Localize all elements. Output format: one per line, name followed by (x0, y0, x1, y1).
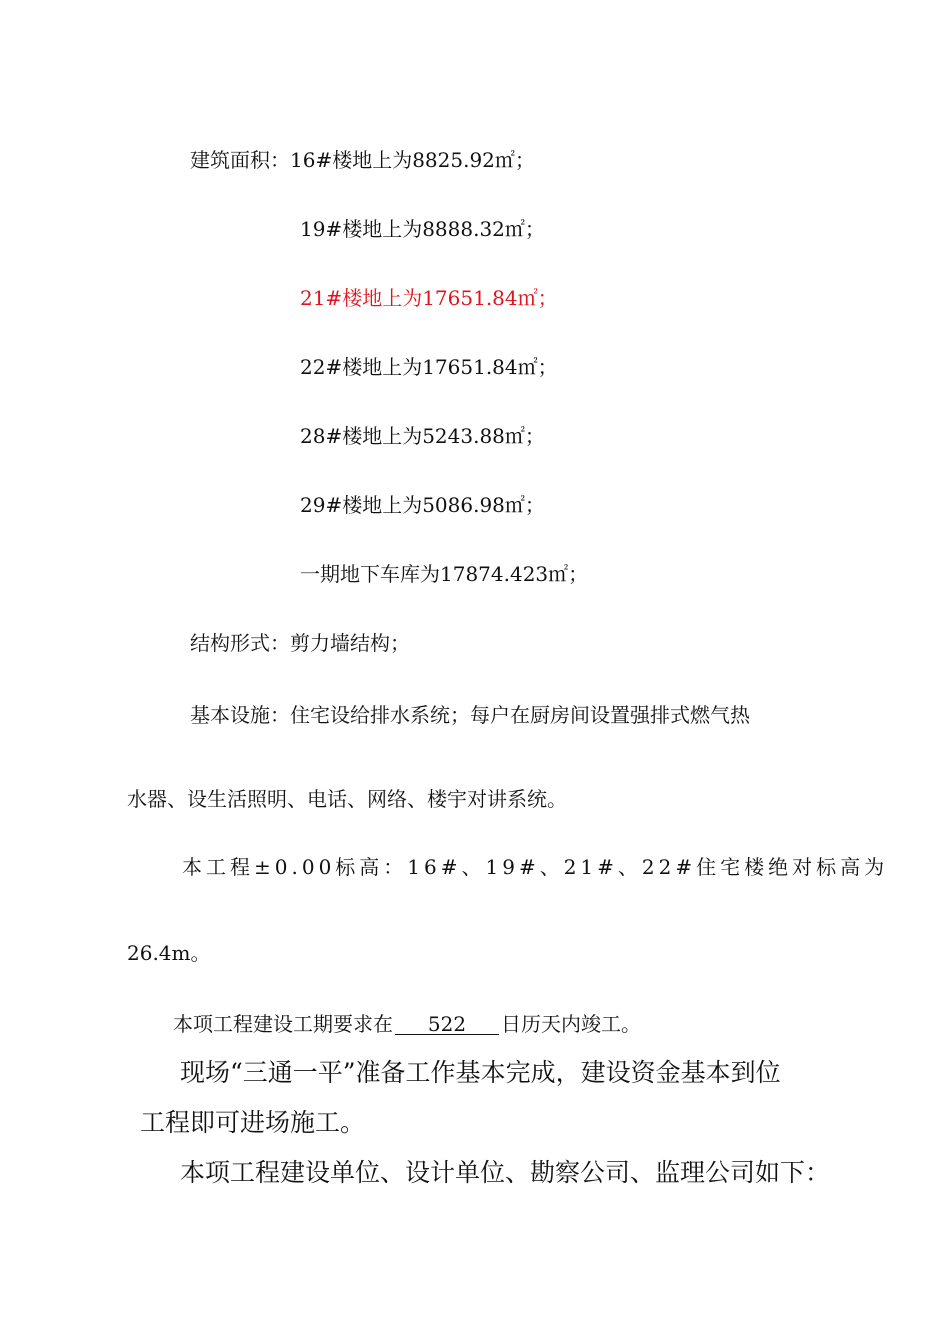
schedule-before: 本项工程建设工期要求在 (173, 1012, 393, 1036)
area-line-21: 21#楼地上为17651.84㎡； (300, 286, 558, 310)
schedule-after: 日历天内竣工。 (501, 1012, 641, 1036)
schedule-line (173, 1012, 641, 1036)
area-line-29: 29#楼地上为5086.98㎡； (300, 493, 545, 517)
elevation-line-2: 26.4m。 (127, 941, 211, 965)
facilities-line-1: 基本设施：住宅设给排水系统；每户在厨房间设置强排式燃气热 (190, 703, 750, 727)
area-line-28: 28#楼地上为5243.88㎡； (300, 424, 545, 448)
structure-line: 结构形式：剪力墙结构； (190, 631, 410, 655)
facilities-line-2: 水器、设生活照明、电话、网络、楼宇对讲系统。 (127, 787, 567, 811)
prep-line-2: 工程即可进场施工。 (140, 1108, 366, 1137)
area-label: 建筑面积： (190, 148, 290, 172)
area-line-garage: 一期地下车库为17874.423㎡； (300, 562, 589, 586)
elevation-line-1: 本工程±0.00标高：16#、19#、21#、22#住宅楼绝对标高为 (182, 855, 889, 879)
area-item-16: 16#楼地上为8825.92㎡； (290, 148, 535, 172)
area-line-19: 19#楼地上为8888.32㎡； (300, 217, 545, 241)
area-line-22: 22#楼地上为17651.84㎡； (300, 355, 558, 379)
area-line-16 (190, 148, 535, 172)
units-line: 本项工程建设单位、设计单位、勘察公司、监理公司如下： (180, 1158, 831, 1187)
prep-line-1: 现场“三通一平”准备工作基本完成，建设资金基本到位 (180, 1058, 781, 1087)
schedule-days-blank: 522 (395, 1014, 499, 1035)
